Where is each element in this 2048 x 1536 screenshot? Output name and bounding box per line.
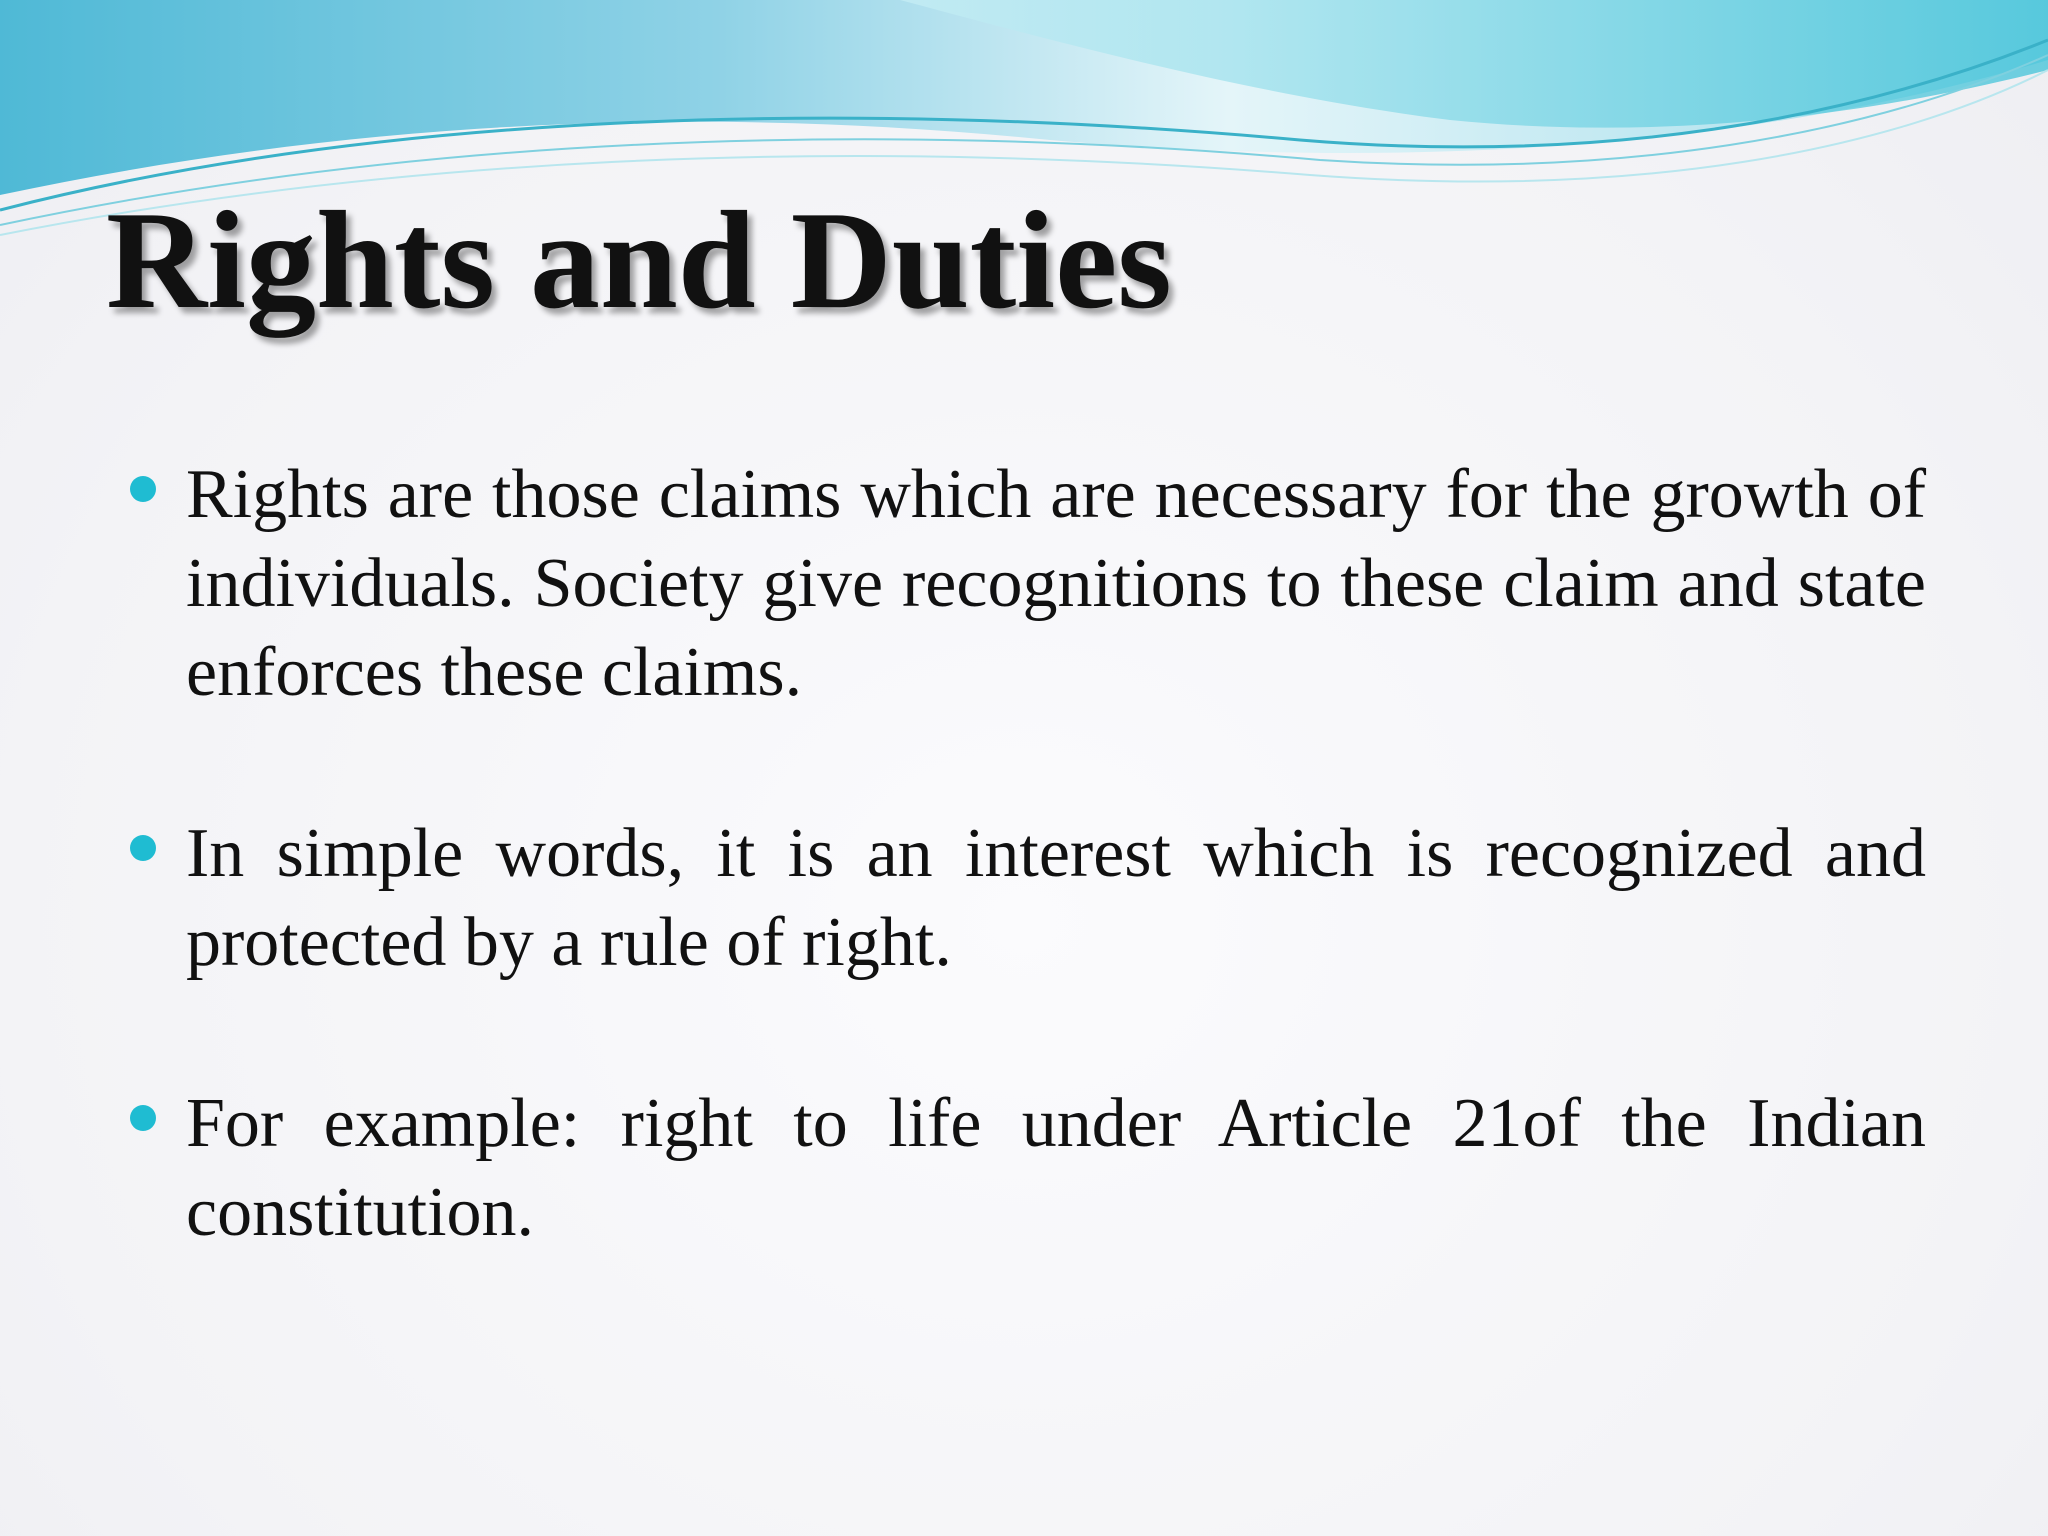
bullet-dot-icon — [130, 476, 156, 502]
bullet-item — [130, 1079, 1926, 1257]
bullet-list — [130, 450, 1926, 1349]
bullet-text: In simple words, it is an interest which is recognized and protected by a rule of right. — [186, 815, 1926, 981]
bullet-dot-icon — [130, 835, 156, 861]
bullet-item — [130, 809, 1926, 987]
bullet-text: For example: right to life under Article 21of the Indian constitution. — [186, 1085, 1926, 1251]
bullet-dot-icon — [130, 1105, 156, 1131]
bullet-item — [130, 450, 1926, 717]
bullet-text: Rights are those claims which are necessary for the growth of individuals. Society give recognitions to these claim and state enforces these claims. — [186, 456, 1926, 711]
slide-title: Rights and Duties — [106, 183, 1172, 338]
